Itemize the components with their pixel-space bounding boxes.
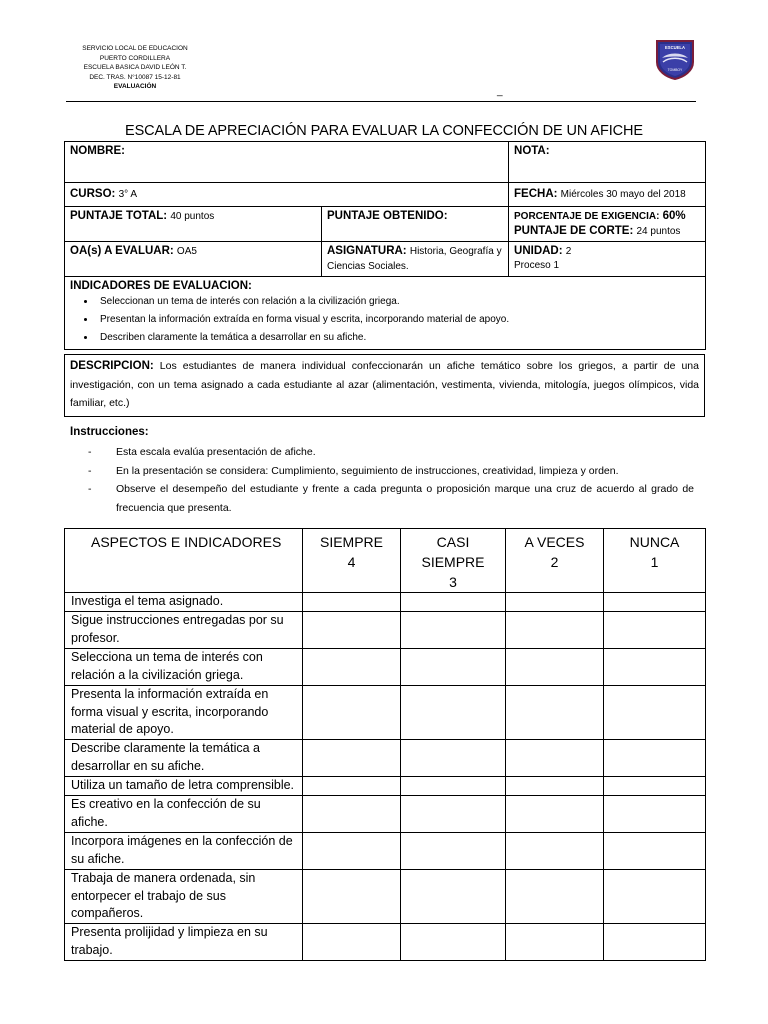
course-value: 3° A: [118, 189, 138, 200]
indicator-cell: Selecciona un tema de interés con relación a la civilización griega.: [65, 649, 303, 686]
instruction-text: En la presentación se considera: Cumplimiento, seguimiento de instrucciones, creatividad, limpieza y orden.: [116, 464, 619, 477]
table-row: [65, 796, 706, 833]
indicator-item: • Presentan la información extraída en forma visual y escrita, incorporando material de apoyo.: [96, 311, 700, 329]
total-score-cell: [65, 207, 322, 242]
mark-cell-a-veces[interactable]: [506, 796, 604, 833]
mark-cell-nunca[interactable]: [604, 740, 706, 777]
date-cell: [509, 183, 706, 207]
mark-cell-a-veces[interactable]: [506, 593, 604, 612]
indicator-cell: Trabaja de manera ordenada, sin entorpecer el trabajo de sus compañeros.: [65, 870, 303, 924]
mark-cell-a-veces[interactable]: [506, 777, 604, 796]
mark-cell-nunca[interactable]: [604, 649, 706, 686]
cutoff-value: 24 puntos: [636, 226, 681, 237]
requirement-cell: [509, 207, 706, 242]
mark-cell-casi-siempre[interactable]: [401, 777, 506, 796]
mark-cell-casi-siempre[interactable]: [401, 649, 506, 686]
instruction-text: Esta escala evalúa presentación de afiche.: [116, 446, 316, 458]
date-label: FECHA:: [514, 188, 558, 200]
grade-label: NOTA:: [514, 145, 550, 157]
mark-cell-a-veces[interactable]: [506, 924, 604, 961]
mark-cell-siempre[interactable]: [303, 740, 401, 777]
mark-cell-casi-siempre[interactable]: [401, 686, 506, 740]
mark-cell-nunca[interactable]: [604, 612, 706, 649]
mark-cell-casi-siempre[interactable]: [401, 833, 506, 870]
mark-cell-nunca[interactable]: [604, 686, 706, 740]
unit-cell: [509, 242, 706, 277]
table-row: [65, 649, 706, 686]
mark-cell-siempre[interactable]: [303, 593, 401, 612]
mark-cell-casi-siempre[interactable]: [401, 740, 506, 777]
requirement-label: PORCENTAJE DE EXIGENCIA:: [514, 211, 660, 222]
header-label: A VECES 2: [524, 534, 585, 570]
table-row: [65, 870, 706, 924]
mark-cell-siempre[interactable]: [303, 777, 401, 796]
indicator-cell: Incorpora imágenes en la confección de su afiche.: [65, 833, 303, 870]
page-title: ESCALA DE APRECIACIÓN PARA EVALUAR LA CONFECCIÓN DE UN AFICHE: [125, 123, 643, 139]
mark-cell-casi-siempre[interactable]: [401, 796, 506, 833]
table-row: [65, 833, 706, 870]
mark-cell-siempre[interactable]: [303, 833, 401, 870]
indicator-cell: Presenta la información extraída en forma visual y escrita, incorporando material de apoyo.: [65, 686, 303, 740]
indicators-cell: [65, 277, 706, 350]
mark-cell-siempre[interactable]: [303, 796, 401, 833]
subject-cell: [322, 242, 509, 277]
obtained-score-cell[interactable]: [322, 207, 509, 242]
mark-cell-siempre[interactable]: [303, 649, 401, 686]
header-label: CASI SIEMPRE 3: [421, 534, 485, 590]
mark-cell-a-veces[interactable]: [506, 686, 604, 740]
mark-cell-a-veces[interactable]: [506, 833, 604, 870]
course-label: CURSO:: [70, 188, 116, 200]
indicator-cell: Es creativo en la confección de su afiche.: [65, 796, 303, 833]
indicator-cell: Investiga el tema asignado.: [65, 593, 303, 612]
instruction-item: - Observe el desempeño del estudiante y frente a cada pregunta o proposición marque una cruz de acuerdo al grado de frecuencia que presenta.: [88, 480, 694, 517]
table-row: [65, 740, 706, 777]
letterhead-line: SERVICIO LOCAL DE EDUCACION: [82, 45, 188, 52]
mark-cell-siempre[interactable]: [303, 612, 401, 649]
letterhead-line: EVALUACIÓN: [113, 83, 157, 90]
requirement-value: 60%: [662, 210, 686, 222]
total-score-label: PUNTAJE TOTAL:: [70, 210, 168, 222]
description-text: Los estudiantes de manera individual confeccionarán un afiche temático sobre los griegos, a partir de una investigación, con un tema asignado a cada estudiante al azar (alimentación, vestimenta, vivienda, mitología, juegos olímpicos, vida familiar, etc.): [70, 360, 699, 409]
mark-cell-a-veces[interactable]: [506, 870, 604, 924]
mark-cell-casi-siempre[interactable]: [401, 593, 506, 612]
course-cell: [65, 183, 509, 207]
subject-label: ASIGNATURA:: [327, 245, 407, 257]
instruction-item: - En la presentación se considera: Cumplimiento, seguimiento de instrucciones, creatividad, limpieza y orden.: [88, 462, 694, 481]
mark-cell-nunca[interactable]: [604, 924, 706, 961]
header-nunca: [604, 529, 706, 593]
indicator-item: • Seleccionan un tema de interés con relación a la civilización griega.: [96, 293, 700, 311]
indicators-label: INDICADORES DE EVALUACION:: [70, 280, 252, 292]
table-row: [65, 686, 706, 740]
objective-cell: [65, 242, 322, 277]
school-logo: [653, 38, 697, 80]
mark-cell-siempre[interactable]: [303, 686, 401, 740]
name-label: NOMBRE:: [70, 145, 125, 157]
mark-cell-a-veces[interactable]: [506, 612, 604, 649]
header-label: SIEMPRE 4: [319, 534, 383, 570]
header-siempre: [303, 529, 401, 593]
name-cell[interactable]: [65, 142, 509, 183]
process-value: Proceso 1: [514, 260, 560, 271]
mark-cell-casi-siempre[interactable]: [401, 870, 506, 924]
date-value: Miércoles 30 mayo del 2018: [560, 189, 686, 200]
total-score-value: 40 puntos: [170, 211, 215, 222]
table-row: [65, 924, 706, 961]
unit-value: 2: [565, 246, 572, 257]
indicator-cell: Presenta prolijidad y limpieza en su trabajo.: [65, 924, 303, 961]
school-letterhead: [60, 44, 210, 92]
description-box: [64, 354, 705, 417]
header-aspects: [65, 529, 303, 593]
objective-label: OA(s) A EVALUAR:: [70, 245, 174, 257]
indicators-list: [70, 293, 700, 347]
mark-cell-a-veces[interactable]: [506, 740, 604, 777]
header-dash: _: [497, 86, 503, 97]
grade-cell[interactable]: [509, 142, 706, 183]
mark-cell-siempre[interactable]: [303, 870, 401, 924]
letterhead-line: ESCUELA BASICA DAVID LEÓN T.: [83, 64, 187, 71]
indicator-cell: Utiliza un tamaño de letra comprensible.: [65, 777, 303, 796]
mark-cell-nunca[interactable]: [604, 870, 706, 924]
logo-bottom-text: TOMBOY: [667, 68, 683, 72]
mark-cell-nunca[interactable]: [604, 777, 706, 796]
letterhead-line: DEC. TRAS. N°10087 15-12-81: [89, 73, 181, 81]
header-casi-siempre: [401, 529, 506, 593]
instructions-list: [88, 443, 694, 517]
logo-top-text: ESCUELA: [664, 45, 686, 50]
mark-cell-casi-siempre[interactable]: [401, 612, 506, 649]
table-row: [65, 612, 706, 649]
rating-scale-table: [64, 528, 706, 961]
header-divider: [66, 101, 696, 102]
indicator-item: • Describen claramente la temática a desarrollar en su afiche.: [96, 329, 700, 347]
objective-value: OA5: [176, 246, 197, 257]
mark-cell-a-veces[interactable]: [506, 649, 604, 686]
mark-cell-nunca[interactable]: [604, 796, 706, 833]
header-a-veces: [506, 529, 604, 593]
instruction-text: Observe el desempeño del estudiante y frente a cada pregunta o proposición marque una cruz de acuerdo al grado de frecuencia que presenta.: [116, 483, 694, 514]
instructions-title: Instrucciones:: [70, 426, 149, 438]
subject-value: Historia, Geografía y Ciencias Sociales.: [327, 246, 502, 272]
header-label: NUNCA 1: [629, 534, 680, 570]
table-row: [65, 777, 706, 796]
mark-cell-casi-siempre[interactable]: [401, 924, 506, 961]
instruction-item: - Esta escala evalúa presentación de afiche.: [88, 443, 694, 462]
header-label: ASPECTOS E INDICADORES: [91, 534, 282, 550]
indicator-cell: Describe claramente la temática a desarrollar en su afiche.: [65, 740, 303, 777]
unit-label: UNIDAD:: [514, 245, 563, 257]
description-label: DESCRIPCION:: [70, 360, 154, 372]
obtained-score-label: PUNTAJE OBTENIDO:: [327, 210, 448, 222]
mark-cell-siempre[interactable]: [303, 924, 401, 961]
mark-cell-nunca[interactable]: [604, 593, 706, 612]
indicator-cell: Sigue instrucciones entregadas por su profesor.: [65, 612, 303, 649]
table-row: [65, 593, 706, 612]
letterhead-line: PUERTO CORDILLERA: [99, 54, 171, 62]
cutoff-label: PUNTAJE DE CORTE:: [514, 225, 634, 237]
student-info-table: [64, 141, 706, 350]
mark-cell-nunca[interactable]: [604, 833, 706, 870]
